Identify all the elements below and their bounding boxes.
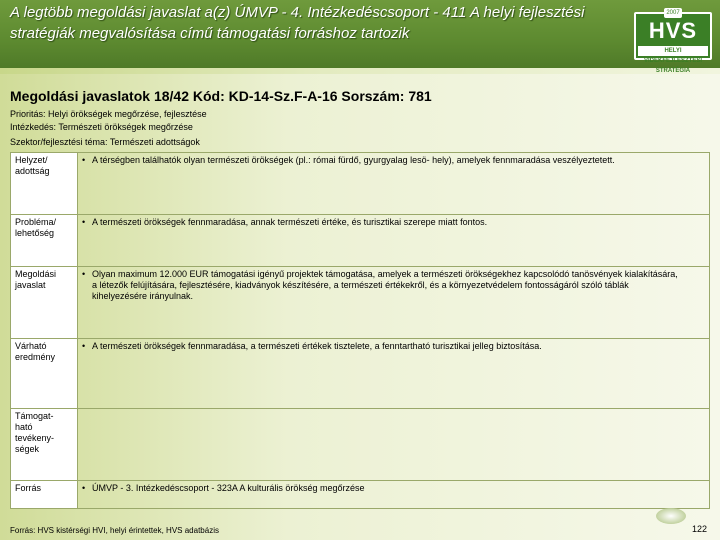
solution-table xyxy=(10,152,710,509)
bullet-icon: • xyxy=(82,483,86,493)
table-row xyxy=(11,267,710,339)
row-value: A természeti örökségek fennmaradása, a természeti értékek tisztelete, a fenntartható turisztikai jelleg biztosítása. xyxy=(92,341,542,351)
row-value: ÚMVP - 3. Intézkedéscsoport - 323A A kulturális örökség megőrzése xyxy=(92,483,365,493)
row-label: Megoldási javaslat xyxy=(11,267,78,339)
row-value: Olyan maximum 12.000 EUR támogatási igényű projektek támogatása, amelyek a természeti örökségekhez kapcsolódó tanösvények kialakítására, a létezők felújítására, fejlesztésére, kiadványok készítésére, a természeti értékekről, és a környezetvédelem fontosságáról szóló táblák kihelyezésére irányulnak. xyxy=(92,269,678,301)
logo-subtitle: HELYI VIDÉKFEJLESZTÉSI STRATÉGIA xyxy=(638,46,708,56)
row-label: Probléma/ lehetőség xyxy=(11,215,78,267)
bullet-icon: • xyxy=(82,341,86,351)
header-title: A legtöbb megoldási javaslat a(z) ÚMVP - 4. Intézkedéscsoport - 411 A helyi fejlesztési stratégiák megvalósítása című támogatási forráshoz tartozik xyxy=(10,4,585,42)
logo-badge: 2007 xyxy=(664,8,682,18)
row-label: Forrás xyxy=(11,481,78,509)
page-number: 122 xyxy=(692,524,708,534)
table-row xyxy=(11,215,710,267)
szektor-line: Szektor/fejlesztési téma: Természeti adottságok xyxy=(10,137,200,147)
bullet-icon: • xyxy=(82,269,86,279)
prioritas-line: Prioritás: Helyi örökségek megőrzése, fejlesztése xyxy=(10,109,207,119)
bullet-icon: • xyxy=(82,155,86,165)
logo-text: HVS xyxy=(648,18,698,43)
table-row xyxy=(11,153,710,215)
row-label: Helyzet/ adottság xyxy=(11,153,78,215)
hvs-logo xyxy=(634,10,712,74)
row-label: Támogat- ható tevékeny- ségek xyxy=(11,409,78,481)
table-row xyxy=(11,409,710,481)
slide-header xyxy=(0,0,720,74)
row-value: A térségben találhatók olyan természeti örökségek (pl.: római fürdő, gyurgyalag lesö- hely), amelyek fennmaradása veszélyeztetett. xyxy=(92,155,615,165)
bullet-icon: • xyxy=(82,217,86,227)
section-title: Megoldási javaslatok 18/42 Kód: KD-14-Sz.F-A-16 Sorszám: 781 xyxy=(10,88,432,104)
small-logo-icon xyxy=(656,508,686,524)
row-value: A természeti örökségek fennmaradása, annak természeti értéke, és turisztikai szerepe miatt fontos. xyxy=(92,217,488,227)
footer-source: Forrás: HVS kistérségi HVI, helyi érintettek, HVS adatbázis xyxy=(10,526,219,535)
row-label: Várható eredmény xyxy=(11,339,78,409)
table-row xyxy=(11,339,710,409)
slide-content xyxy=(0,74,720,540)
table-row xyxy=(11,481,710,509)
intezkedes-line: Intézkedés: Természeti örökségek megőrzése xyxy=(10,122,193,132)
